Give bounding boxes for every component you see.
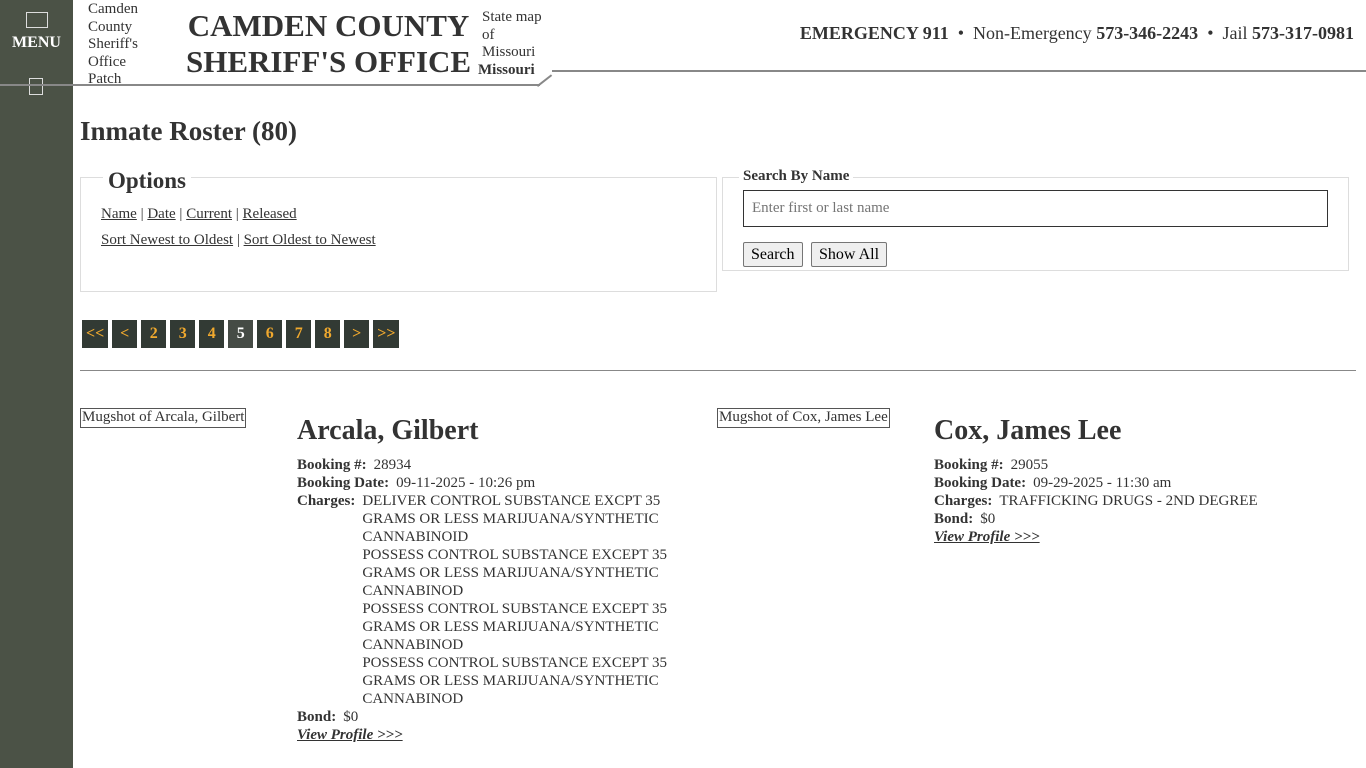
bond-label: Bond: <box>297 709 337 725</box>
inmate-name[interactable]: Arcala, Gilbert <box>297 415 479 446</box>
charges-label: Charges: <box>297 493 356 509</box>
map-caption: Missouri <box>478 62 535 78</box>
view-profile-link[interactable]: View Profile >>> <box>934 529 1040 545</box>
page-link[interactable]: 7 <box>286 320 311 348</box>
sidebar <box>0 0 73 768</box>
inmate-info <box>934 414 1354 546</box>
booking-number-row <box>934 456 1354 474</box>
nonemergency-phone[interactable]: 573-346-2243 <box>1096 23 1199 43</box>
mugshot-image[interactable]: Mugshot of Cox, James Lee <box>717 408 890 428</box>
inmate-info <box>297 414 717 744</box>
jail-phone[interactable]: 573-317-0981 <box>1252 23 1354 43</box>
filter-released-link[interactable]: Released <box>242 206 297 222</box>
sort-oldest-link[interactable]: Sort Oldest to Newest <box>243 232 376 248</box>
booking-date-value: 09-11-2025 - 10:26 pm <box>396 475 536 491</box>
charge-item: TRAFFICKING DRUGS - 2ND DEGREE <box>999 493 1258 509</box>
booking-number-value: 29055 <box>1010 457 1049 473</box>
sheriff-patch-image[interactable]: Camden County Sheriff's Office Patch <box>88 1 138 87</box>
charges-row <box>934 492 1354 510</box>
search-panel <box>722 168 1349 271</box>
page-link[interactable]: < <box>112 320 137 348</box>
booking-date-row <box>297 474 717 492</box>
menu-icon <box>26 12 48 28</box>
booking-date-label: Booking Date: <box>934 475 1027 491</box>
header-divider-diagonal <box>537 74 552 87</box>
bond-row <box>934 510 1354 528</box>
page-title: Inmate Roster (80) <box>80 116 297 146</box>
header-divider <box>0 84 540 86</box>
options-legend: Options <box>103 168 191 194</box>
mugshot-image[interactable]: Mugshot of Arcala, Gilbert <box>80 408 246 428</box>
bond-row <box>297 708 717 726</box>
pagination <box>82 320 399 348</box>
show-all-button[interactable]: Show All <box>811 242 887 267</box>
nonemergency-label: Non-Emergency <box>973 23 1092 43</box>
menu-label: MENU <box>12 34 61 51</box>
page-link[interactable]: 5 <box>228 320 253 348</box>
page-link[interactable]: 4 <box>199 320 224 348</box>
header-divider-right <box>552 70 1366 72</box>
charge-item: POSSESS CONTROL SUBSTANCE EXCEPT 35 GRAMS OR LESS MARIJUANA/SYNTHETIC CANNABINOD <box>362 547 668 599</box>
charge-item: POSSESS CONTROL SUBSTANCE EXCEPT 35 GRAMS OR LESS MARIJUANA/SYNTHETIC CANNABINOD <box>362 601 668 653</box>
page-link[interactable]: << <box>82 320 108 348</box>
page-link[interactable]: > <box>344 320 369 348</box>
inmate-name[interactable]: Cox, James Lee <box>934 415 1122 446</box>
name-search-input[interactable] <box>743 190 1328 227</box>
booking-number-value: 28934 <box>373 457 412 473</box>
missouri-map-image: State map of Missouri <box>482 9 542 60</box>
search-legend: Search By Name <box>739 168 853 185</box>
page-link[interactable]: 2 <box>141 320 166 348</box>
booking-date-value: 09-29-2025 - 11:30 am <box>1033 475 1172 491</box>
charges-row <box>297 492 717 708</box>
title-line2: SHERIFF'S OFFICE <box>186 44 472 79</box>
booking-date-row <box>934 474 1354 492</box>
jail-label: Jail <box>1222 23 1248 43</box>
bond-value: $0 <box>980 511 996 527</box>
options-panel: Options Name | Date | Current | Released Sort Newest to Oldest | Sort Oldest to Newest <box>80 177 717 292</box>
booking-number-label: Booking #: <box>934 457 1004 473</box>
sort-newest-link[interactable]: Sort Newest to Oldest <box>101 232 234 248</box>
divider <box>80 370 1356 371</box>
page-link[interactable]: >> <box>373 320 399 348</box>
menu-button[interactable] <box>0 12 73 52</box>
bond-label: Bond: <box>934 511 974 527</box>
charge-item: DELIVER CONTROL SUBSTANCE EXCPT 35 GRAMS OR LESS MARIJUANA/SYNTHETIC CANNABINOID <box>362 493 661 545</box>
view-profile-link[interactable]: View Profile >>> <box>297 727 403 743</box>
booking-number-row <box>297 456 717 474</box>
contact-phones: EMERGENCY 911 • Non-Emergency 573-346-2243 • Jail 573-317-0981 <box>799 23 1354 43</box>
charges-label: Charges: <box>934 493 993 509</box>
page-link[interactable]: 6 <box>257 320 282 348</box>
emergency-number[interactable]: EMERGENCY 911 <box>799 23 949 43</box>
search-toggle-icon[interactable] <box>29 78 43 95</box>
booking-number-label: Booking #: <box>297 457 367 473</box>
charge-item: POSSESS CONTROL SUBSTANCE EXCEPT 35 GRAMS OR LESS MARIJUANA/SYNTHETIC CANNABINOD <box>362 655 668 707</box>
search-button[interactable]: Search <box>743 242 803 267</box>
bond-value: $0 <box>343 709 359 725</box>
sort-date-link[interactable]: Date <box>147 206 176 222</box>
filter-current-link[interactable]: Current <box>186 206 233 222</box>
title-line1: CAMDEN COUNTY <box>187 8 470 43</box>
page-link[interactable]: 3 <box>170 320 195 348</box>
site-title[interactable] <box>186 8 471 80</box>
sort-name-link[interactable]: Name <box>101 206 137 222</box>
booking-date-label: Booking Date: <box>297 475 390 491</box>
page-link[interactable]: 8 <box>315 320 340 348</box>
